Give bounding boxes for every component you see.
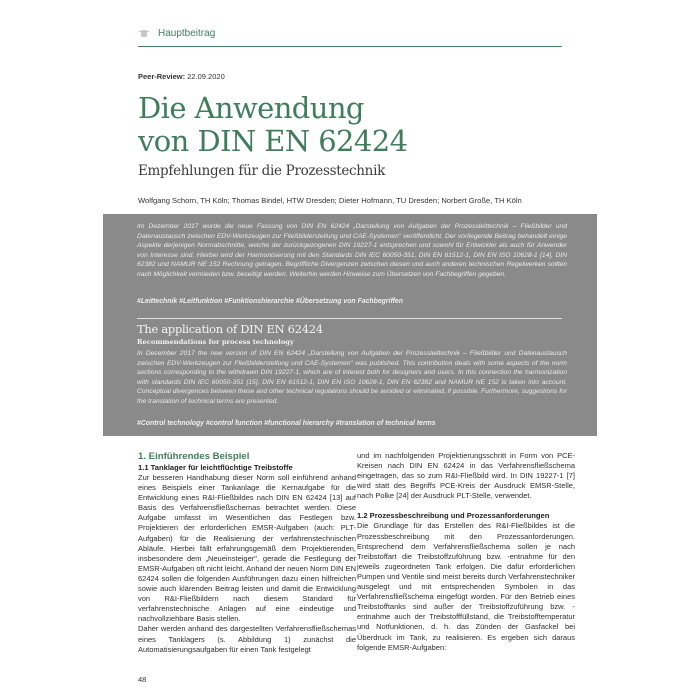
abstract-en: In December 2017 the new version of DIN EN 62424 „Darstellung von Aufgaben der Prozessleittechnik – Fließbilder und Datenaustausch zwischen EDV-Werkzeugen zur Fließbilderstellung und CAE-Systemen" was published. This contribution deals with some aspects of the norm sections corresponding to the withdrawn DIN 19227-1, which are of interest both for designers and users. In this connection the harmonization with standards DIN IEC 60050-351 [15], DIN EN 61512-1, DIN EN ISO 10628-1, DIN EN 62382 and NAMUR NE 152 is taken into account. Conceptual divergences between these and other technical regulations should be avoided or eliminated, if possible. Furthermore, suggestions for the translation of technical terms are presented. — [137, 350, 567, 405]
section-heading-1: 1. Einführendes Beispiel — [138, 451, 250, 462]
graduation-cap-icon — [138, 29, 150, 38]
title-line-1: Die Anwendung — [138, 91, 364, 125]
abstract-en-subtitle: Recommendations for process technology — [137, 338, 294, 346]
keywords-en: #Control technology #control function #functional hierarchy #translation of technical terms — [137, 420, 436, 427]
keywords-de: #Leittechnik #Leitfunktion #Funktionshierarchie #Übersetzung von Fachbegriffen — [137, 298, 403, 305]
subsection-heading-1-2: 1.2 Prozessbeschreibung und Prozessanforderungen — [357, 511, 550, 521]
peer-review-line — [138, 72, 225, 81]
body-column-right — [357, 451, 575, 653]
article-subtitle: Empfehlungen für die Prozesstechnik — [138, 163, 385, 179]
abstract-box — [103, 214, 597, 436]
body-column-left — [138, 451, 356, 655]
paragraph: Daher werden anhand des dargestellten Verfahrensfließschemas eines Tanklagers (s. Abbildung 1) zunächst die Automatisierungsaufgaben für einen Tank festgelegt — [138, 624, 356, 654]
title-line-2: von DIN EN 62424 — [138, 124, 408, 158]
peer-review-label: Peer-Review: — [138, 72, 186, 81]
section-label: Hauptbeitrag — [158, 27, 216, 39]
subsection-heading-1-1: 1.1 Tanklager für leichtflüchtige Treibstoffe — [138, 463, 293, 472]
article-title — [138, 92, 558, 158]
paragraph: und im nachfolgenden Projektierungsschritt in Form von PCE-Kreisen nach DIN EN 62424 in das Verfahrensfließschema eingetragen, das so zum R&I-Fließbild wird. In DIN 19227-1 [7] wird statt des Begriffs PCE-Kreis der Ausdruck EMSR-Stelle, nach Polke [24] der Ausdruck PLT-Stelle, verwendet. — [357, 451, 575, 501]
spacer — [357, 501, 575, 511]
section-header — [138, 20, 562, 47]
abstract-de: Im Dezember 2017 wurde die neue Fassung von DIN EN 62424 „Darstellung von Aufgaben der Prozessleittechnik – Fließbilder und Datenaustausch zwischen EDV-Werkzeugen zur Fließbilderstellung und CAE-Systemen" veröffentlicht. Der vorliegende Beitrag behandelt einige Aspekte derjenigen Normabschnitte, welche der zurückgezogenen DIN 19227-1 entsprechen und sowohl für Entwickler als auch für Anwender von Interesse sind. Hierbei wird der Harmonisierung mit den Standards DIN IEC 60050-351, DIN EN 61512-1, DIN EN ISO 10628-1 [14], DIN 62382 und NAMUR NE 152 Rechnung getragen. Begriffliche Divergenzen zwischen diesen und auch anderen technischen Regelwerken sollten nach Möglichkeit vermieden bzw. beseitigt werden. Weiterhin werden Hinweise zum Übersetzen von Fachbegriffen gegeben. — [137, 223, 567, 278]
authors: Wolfgang Schorn, TH Köln; Thomas Bindel, HTW Dresden; Dieter Hofmann, TU Dresden; Norbert Große, TH Köln — [138, 196, 522, 205]
paragraph: Zur besseren Handhabung dieser Norm soll einführend anhand eines Beispiels einer Tankanlage die Kernaufgabe für die Entwicklung eines R&I-Fließbildes nach DIN EN 62424 [13] auf Basis des Verfahrensfließschemas betrachtet werden. Diese Aufgabe umfasst im Wesentlichen das Festlegen bzw. Projektieren der erforderlichen EMSR-Aufgaben (auch: PLT-Aufgaben) für die Realisierung der verfahrenstechnischen Abläufe. Hierbei fällt erfahrungsgemäß dem Projektierenden, insbesondere dem „Neueinsteiger", gerade die Festlegung der EMSR-Aufgaben oft nicht leicht. Anhand der neuen Norm DIN EN 62424 sollen die folgenden Ausführungen dazu einen hilfreichen sowie auch klärenden Beitrag leisten und damit die Entwicklung von R&I-Fließbildern nach diesem Standard für verfahrenstechnische Anlagen auf eine eindeutige und nachvollziehbare Basis stellen. — [138, 473, 356, 624]
abstract-divider — [137, 318, 562, 319]
peer-review-date: 22.09.2020 — [187, 72, 225, 81]
paragraph: Die Grundlage für das Erstellen des R&I-Fließbildes ist die Prozessbeschreibung mit den Prozessanforderungen. Entsprechend dem Verfahrensfließschema sollen je nach Treibstoffart die Treibstoffzuführung bzw. -entnahme für den jeweils zugeordneten Tank erfolgen. Die dafür erforderlichen Pumpen und Ventile sind meist bereits durch Verfahrenstechniker ausgelegt und mit entsprechenden Symbolen in das Verfahrensfließschema eingefügt worden. Für den Betrieb eines Treibstofftanks sind außer der Treibstoffzuführung bzw. -entnahme auch der Treibstofffüllstand, die Treibstofftemperatur und Notfunktionen, d. h. das Zünden der Gasfackel bei Überdruck im Tank, zu realisieren. Es ergeben sich daraus folgende EMSR-Aufgaben: — [357, 521, 575, 652]
abstract-en-title: The application of DIN EN 62424 — [137, 322, 323, 336]
page-number: 48 — [138, 675, 147, 684]
